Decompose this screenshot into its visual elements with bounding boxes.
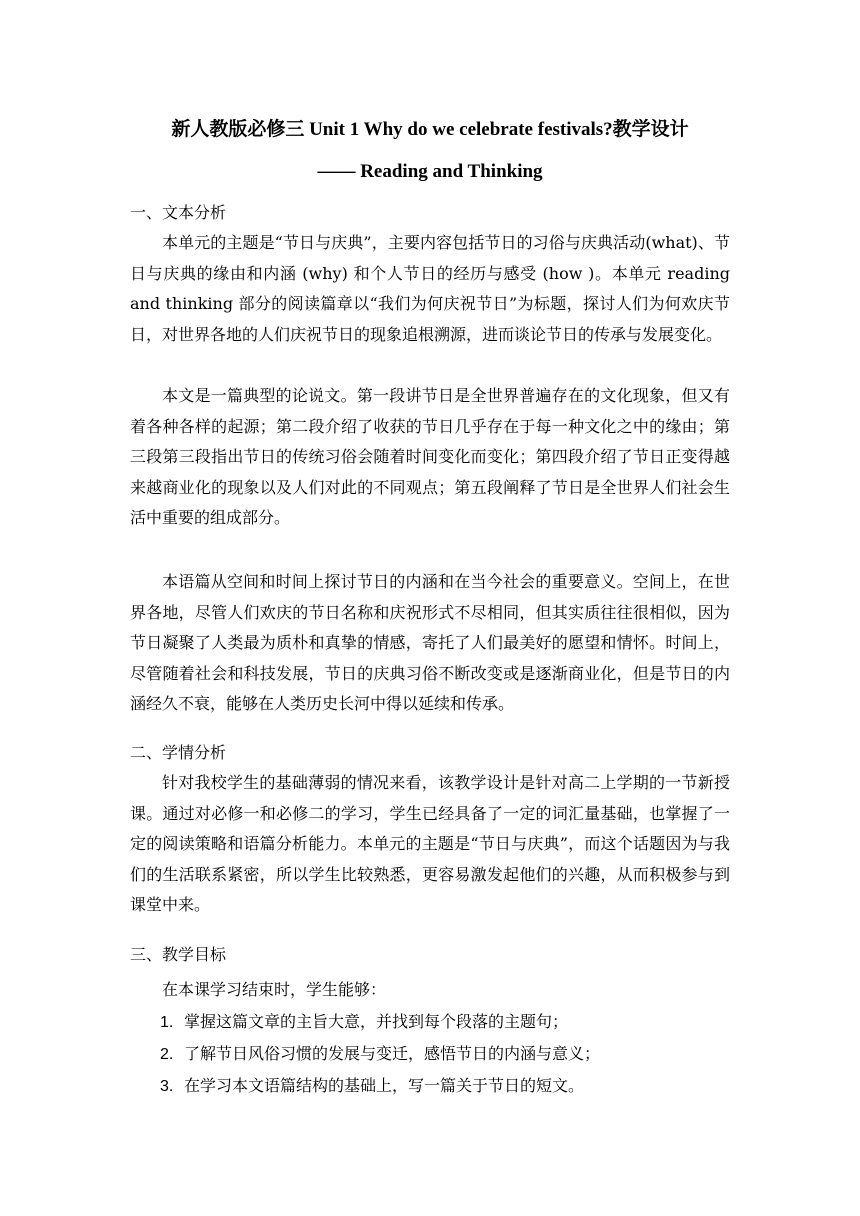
list-item-text: 掌握这篇文章的主旨大意，并找到每个段落的主题句； bbox=[184, 1012, 569, 1031]
document-subtitle: —— Reading and Thinking bbox=[317, 161, 543, 182]
list-item-text: 在学习本文语篇结构的基础上，写一篇关于节日的短文。 bbox=[184, 1076, 585, 1095]
document-title: 新人教版必修三 Unit 1 Why do we celebrate festivals?教学设计 bbox=[171, 119, 689, 140]
paragraph: 本语篇从空间和时间上探讨节日的内涵和在当今社会的重要意义。空间上，在世界各地，尽管人们欢庆的节日名称和庆祝形式不尽相同，但其实质往往很相似，因为节日凝聚了人类最为质朴和真挚的情感，寄托了人们最美好的愿望和情怀。时间上，尽管随着社会和科技发展，节日的庆典习俗不断改变或是逐渐商业化，但是节日的内涵经久不衰，能够在人类历史长河中得以延续和传承。 bbox=[130, 572, 730, 714]
paragraph: 针对我校学生的基础薄弱的情况来看，该教学设计是针对高二上学期的一节新授课。通过对必修一和必修二的学习，学生已经具备了一定的词汇量基础，也掌握了一定的阅读策略和语篇分析能力。本单元的主题是“节日与庆典”，而这个话题因为与我们的生活联系紧密，所以学生比较熟悉，更容易激发起他们的兴趣，从而积极参与到课堂中来。 bbox=[130, 773, 730, 915]
list-item-number: 3. bbox=[160, 1078, 174, 1095]
list-item-number: 2. bbox=[160, 1046, 174, 1063]
objectives-intro: 在本课学习结束时，学生能够： bbox=[162, 980, 387, 999]
section-heading-teaching-objectives: 三、教学目标 bbox=[130, 945, 227, 964]
paragraph: 本文是一篇典型的论说文。第一段讲节日是全世界普遍存在的文化现象，但又有着各种各样的起源；第二段介绍了收获的节日几乎存在于每一种文化之中的缘由；第三段第三段指出节日的传统习俗会随着时间变化而变化；第四段介绍了节日正变得越来越商业化的现象以及人们对此的不同观点；第五段阐释了节日是全世界人们社会生活中重要的组成部分。 bbox=[130, 386, 730, 528]
list-item-number: 1. bbox=[160, 1014, 174, 1031]
list-item bbox=[160, 1006, 600, 1038]
list-item bbox=[160, 1070, 600, 1102]
section-heading-text-analysis: 一、文本分析 bbox=[130, 203, 227, 222]
list-item-text: 了解节日风俗习惯的发展与变迁，感悟节日的内涵与意义； bbox=[184, 1044, 601, 1063]
paragraph: 本单元的主题是“节日与庆典”，主要内容包括节日的习俗与庆典活动(what)、节日与庆典的缘由和内涵 (why) 和个人节日的经历与感受 (how )。本单元 reading and thinking 部分的阅读篇章以“我们为何庆祝节日”为标题，探讨人们为何欢庆节日，对世界各地的人们庆祝节日的现象追根溯源，进而谈论节日的传承与发展变化。 bbox=[130, 233, 730, 344]
section-heading-learner-analysis: 二、学情分析 bbox=[130, 743, 227, 762]
objectives-list bbox=[160, 1006, 600, 1102]
list-item bbox=[160, 1038, 600, 1070]
